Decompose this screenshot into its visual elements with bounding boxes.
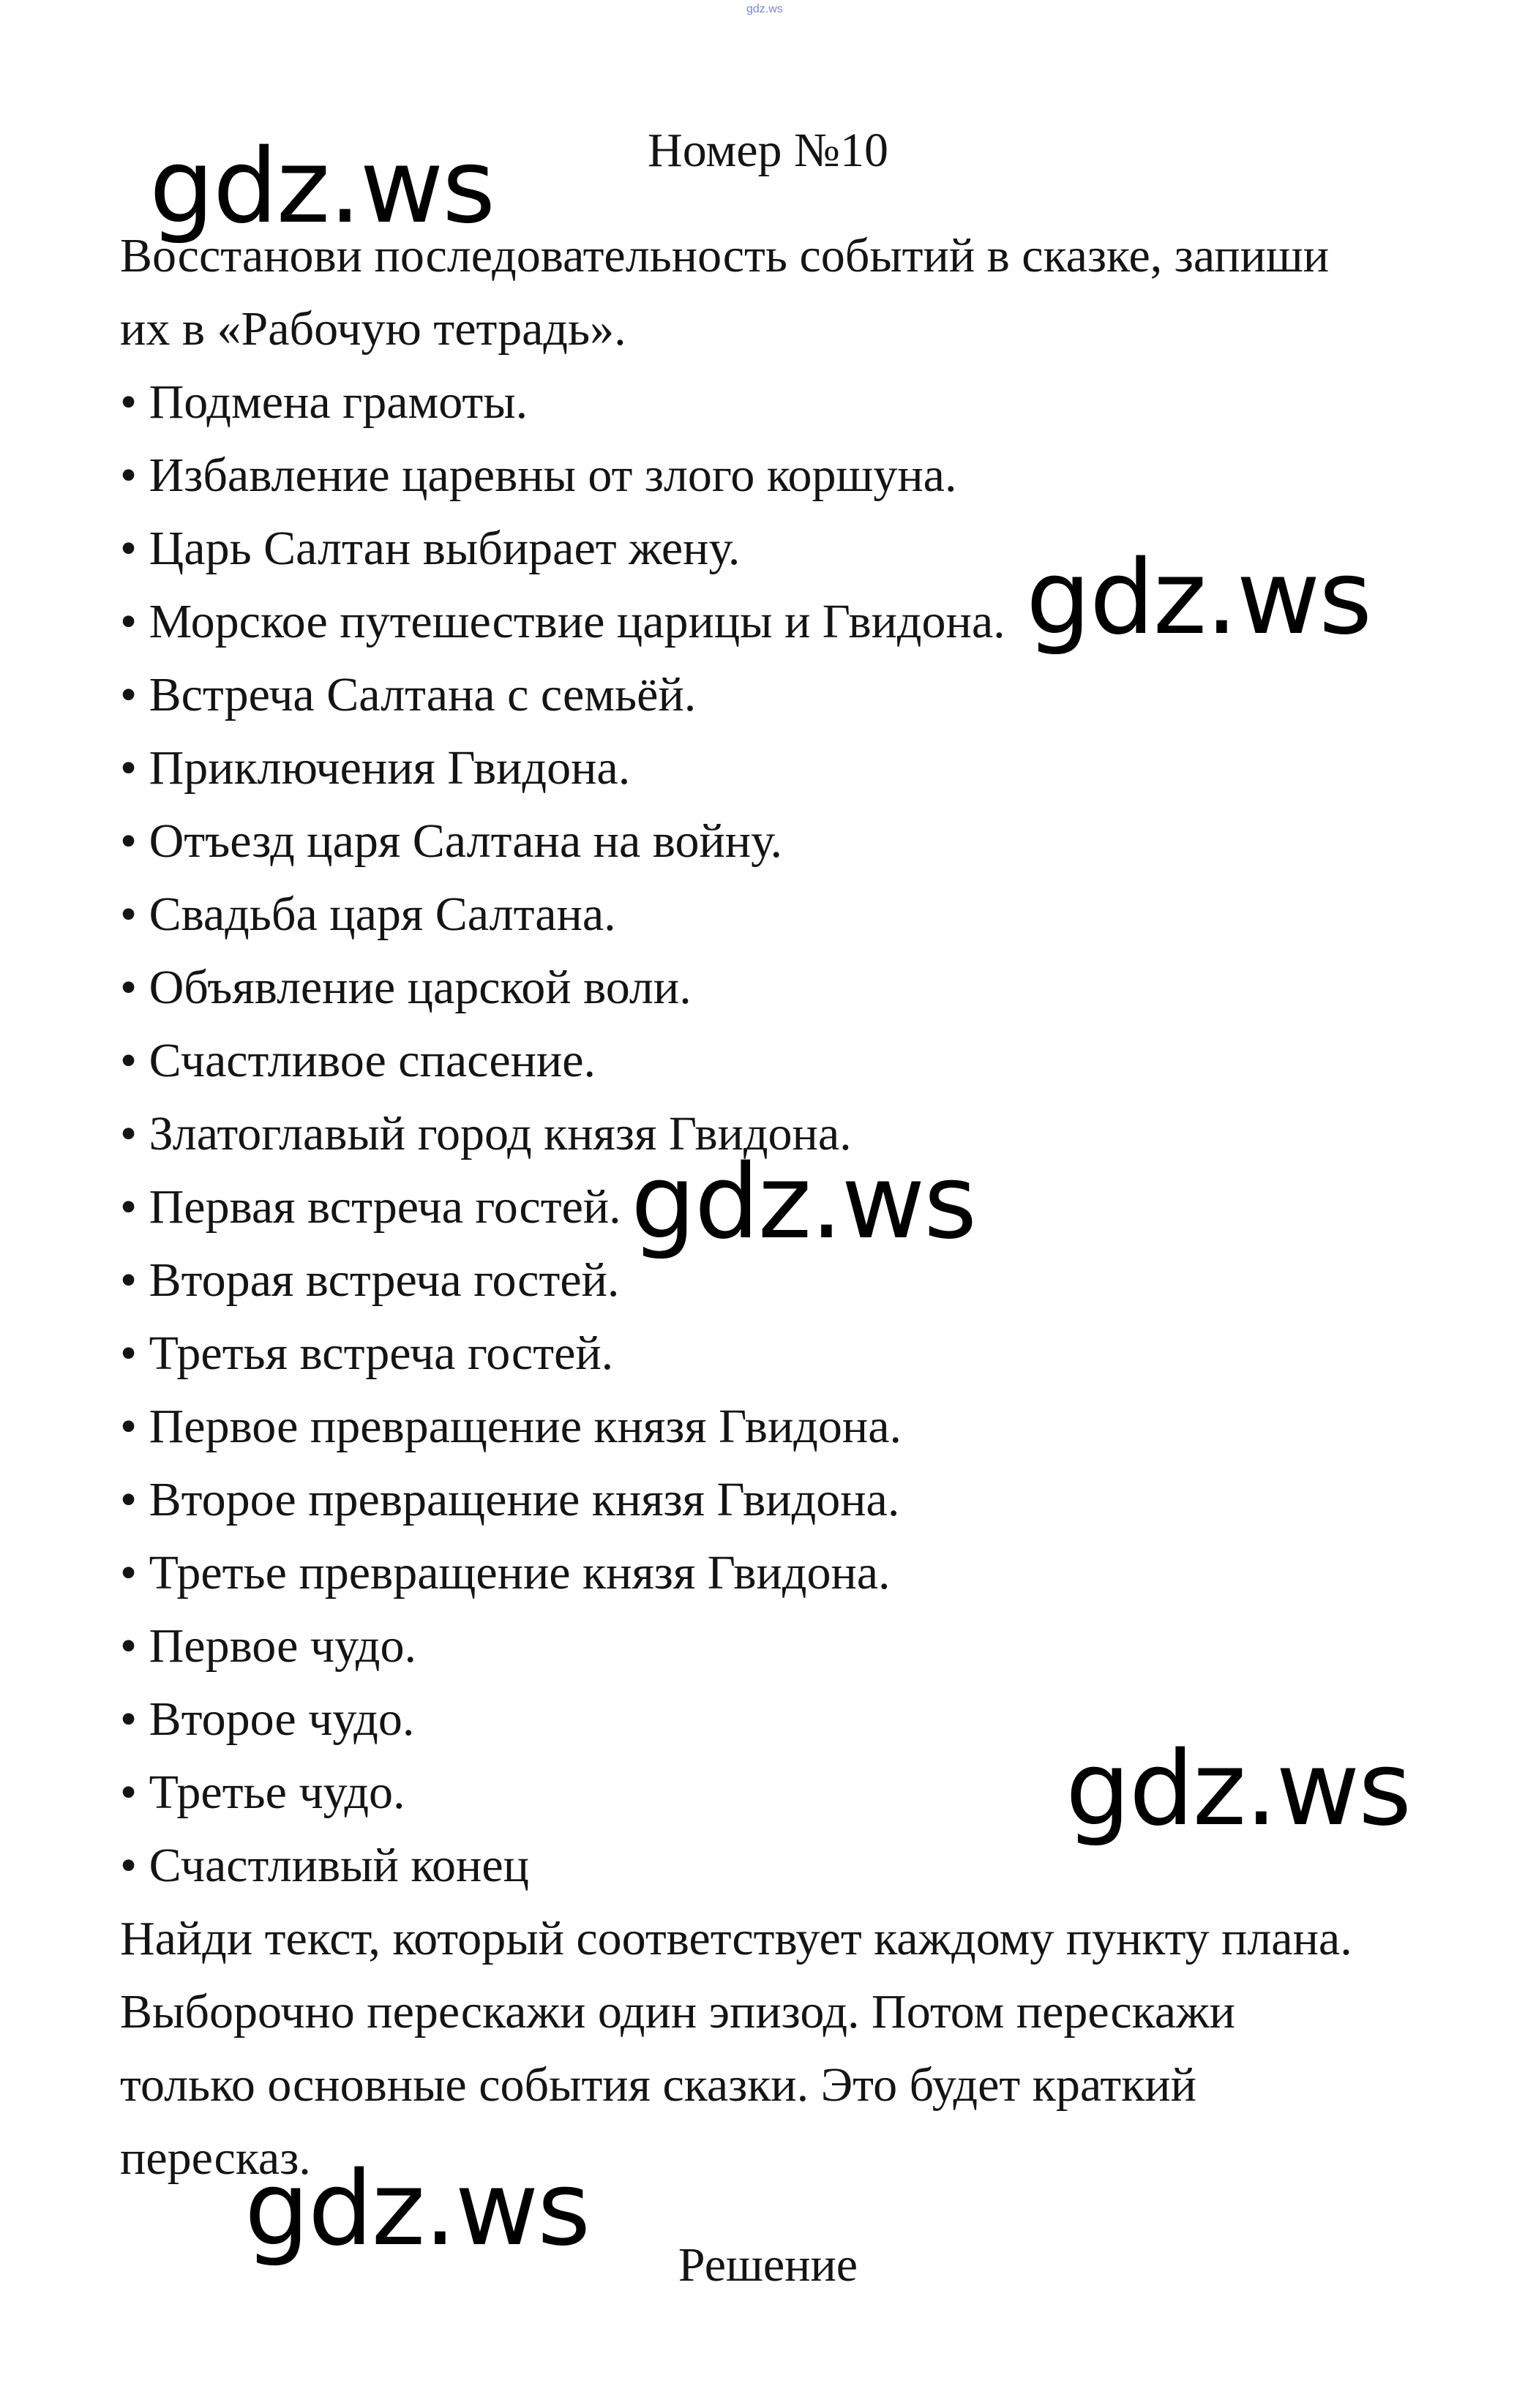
watermark: gdz.ws — [1026, 539, 1371, 658]
outro-line: пересказ. — [120, 2131, 311, 2185]
watermark: gdz.ws — [631, 1143, 976, 1262]
site-mark: gdz.ws — [746, 3, 783, 15]
list-item: • Встреча Салтана с семьёй. — [120, 668, 697, 721]
list-item: • Второе превращение князя Гвидона. — [120, 1473, 900, 1526]
page-title: Номер №10 — [648, 124, 888, 177]
outro-line: Выборочно перескажи один эпизод. Потом перескажи — [120, 1985, 1235, 2038]
watermark: gdz.ws — [1065, 1730, 1411, 1849]
list-item: • Третье чудо. — [120, 1766, 405, 1819]
outro-line: только основные события сказки. Это будет краткий — [120, 2058, 1196, 2112]
list-item: • Первое чудо. — [120, 1619, 416, 1673]
list-item: • Второе чудо. — [120, 1692, 415, 1746]
list-item: • Подмена грамоты. — [120, 375, 528, 429]
list-item: • Приключения Гвидона. — [120, 741, 631, 795]
list-item: • Первое превращение князя Гвидона. — [120, 1400, 902, 1453]
list-item: • Вторая встреча гостей. — [120, 1253, 620, 1307]
list-item: • Златоглавый город князя Гвидона. — [120, 1107, 852, 1160]
solution-heading: Решение — [678, 2238, 858, 2292]
list-item: • Третье превращение князя Гвидона. — [120, 1546, 891, 1599]
list-item: • Избавление царевны от злого коршуна. — [120, 449, 957, 502]
outro-line: Найди текст, который соответствует каждому пункту плана. — [120, 1912, 1352, 1965]
list-item: • Царь Салтан выбирает жену. — [120, 522, 741, 575]
list-item: • Морское путешествие царицы и Гвидона. — [120, 595, 1005, 648]
list-item: • Отъезд царя Салтана на войну. — [120, 814, 783, 868]
list-item: • Свадьба царя Салтана. — [120, 888, 616, 941]
list-item: • Объявление царской воли. — [120, 961, 692, 1014]
watermark: gdz.ws — [149, 127, 495, 247]
list-item: • Первая встреча гостей. — [120, 1180, 621, 1234]
watermark: gdz.ws — [244, 2150, 590, 2269]
intro-line: их в «Рабочую тетрадь». — [120, 302, 626, 356]
list-item: • Счастливое спасение. — [120, 1034, 596, 1087]
list-item: • Третья встреча гостей. — [120, 1327, 614, 1380]
list-item: • Счастливый конец — [120, 1839, 529, 1892]
intro-line: Восстанови последовательность событий в сказке, запиши — [120, 229, 1330, 282]
